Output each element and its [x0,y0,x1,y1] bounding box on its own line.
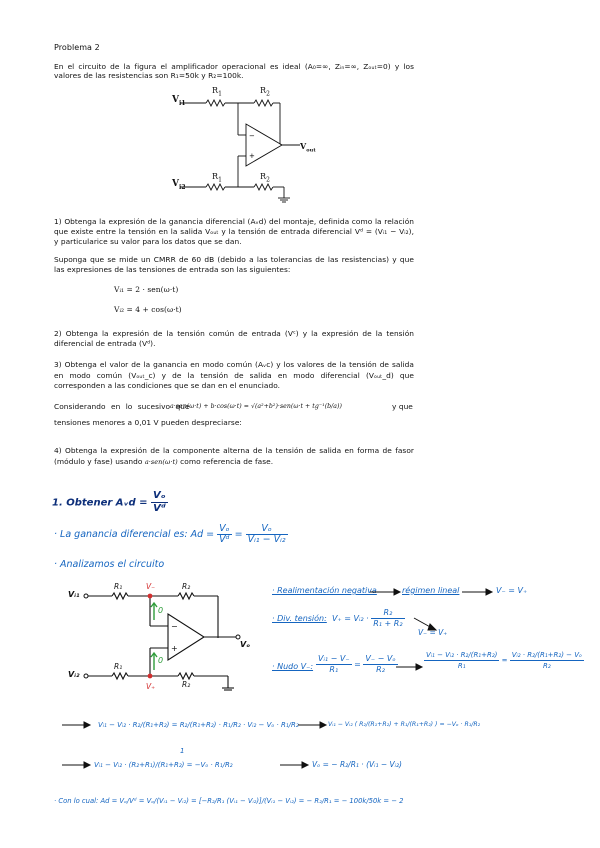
node-substitution: $\frac{\text{Vᵢ₁ − Vᵢ₂ · R₂/(R₁+R₂)}}{\text{R₁}}$ = $\frac{\text{Vᵢ₂ · R₂/(R₁+R₂) − Vₒ}}{\text{R₂}}$ [426,651,582,670]
divider-label: · Div. tensión: [272,614,327,623]
step-1 [62,718,302,738]
hand-circuit-svg [68,574,258,700]
svg-text:+: + [171,644,178,653]
node-big-fraction-1: $\frac{\text{Vᵢ₁ − Vᵢ₂ · R₂/(R₁+R₂)}}{\text{R₁}}$ [426,651,498,670]
q1-line: que existe entre la tensión en la salida Vₒᵤₜ y la tensión de entrada diferencial Vᵈ = (Vᵢ₁ − Vᵢ₂), [54,227,414,236]
q4-prefix: (módulo y fase) usando [54,457,143,466]
intro-line: En el circuito de la figura el amplificador operacional es ideal (A₀=∞, Zᵢₙ=∞, Zₒᵤₜ=0) y los [54,62,414,71]
hc-vplus: V₊ [146,682,156,691]
q4-line: 4) Obtenga la expresión de la componente alterna de la tensión de salida en forma de fasor [54,446,414,455]
node-fraction-2: $\frac{\text{V₋ − Vₒ}}{\text{R₂}}$ [365,654,396,674]
hc-vminus: V₋ [146,582,156,591]
label-r2-bottom: $R_2$ [260,172,270,184]
node-big-fraction-2: $\frac{\text{Vᵢ₂ · R₂/(R₁+R₂) − Vₒ}}{\text{R₂}}$ [511,651,582,670]
hc-r2-bottom: R₂ [182,680,191,689]
vm-equals-vp-2: V₋ = V₊ [418,628,448,637]
q4-line [54,457,273,467]
label-vi1: $V_{i1}$ [172,95,186,107]
considering-suffix: y que [392,402,413,411]
cmrr-line: las expresiones de las tensiones de entrada son las siguientes: [54,265,291,274]
hc-vi2: Vᵢ₂ [68,670,80,679]
step3-one: 1 [180,747,185,755]
label-r1-top: $R_1$ [212,86,222,98]
gain-fraction-2: $\frac{\text{Vₒ}}{\text{Vᵢ₁ − Vᵢ₂}}$ [247,523,286,545]
step2-text: Vᵢ₁ − Vᵢ₂ ( R₂/(R₁+R₂) + R₁/(R₁+R₂) ) = −Vₒ · R₁/R₂ [328,721,481,728]
svg-text:−: − [249,132,255,140]
node-fraction-1: $\frac{\text{Vᵢ₁ − V₋}}{\text{R₁}}$ [318,654,350,674]
cmrr-line: Suponga que se mide un CMRR de 60 dB (debido a las tolerancias de las resistencias) y que [54,255,414,264]
vm-equals-vp: V₋ = V₊ [496,586,528,595]
q1-line: 1) Obtenga la expresión de la ganancia diferencial (Aᵥd) del montaje, definida como la relación [54,217,414,226]
label-vi2: $V_{i2}$ [172,179,186,191]
q1-line: y particularice su valor para los datos que se dan. [54,237,242,246]
step3-text: Vᵢ₁ − Vᵢ₂ · (R₂+R₁)/(R₁+R₂) = −Vₒ · R₁/R₂ [94,761,233,769]
node-label: · Nudo V₋: [272,662,314,671]
intro-line: valores de las resistencias son R₁=50k y R₂=100k. [54,71,244,80]
divider-fraction: $\frac{\text{R₂}}{\text{R₁ + R₂}}$ [373,608,403,628]
q3-line: 3) Obtenga el valor de la ganancia en modo común (Aᵥc) y los valores de la tensión de salida [54,360,414,369]
linear-text: régimen lineal [402,586,460,595]
equation-vi2: Vᵢ₂ = 4 + cos(ω·t) [114,305,182,314]
analyze-heading: · Analizamos el circuito [54,559,165,570]
gain-label: · La ganancia diferencial es: Ad = [54,529,215,540]
hc-vi1: Vᵢ₁ [68,590,80,599]
divider-equation [332,608,405,629]
svg-text:−: − [171,622,178,631]
step1-arrow [62,720,92,732]
q3-line: corresponden a las condiciones que se dan en el enunciado. [54,381,281,390]
feedback-text: · Realimentación negativa [272,586,377,595]
hc-zero-top: 0 [158,606,164,615]
feedback-line [272,586,592,600]
node-arrow [396,662,426,676]
equation-vi1: Vᵢ₁ = 2 · sen(ω·t) [114,285,179,294]
considering-line2: tensiones menores a 0,01 V pueden despreciarse: [54,418,242,427]
hand-circuit [68,574,258,700]
gain-fraction-1: $\frac{\text{Vₒ}}{\text{Vᵈ}}$ [219,523,230,545]
gain-definition [54,524,288,545]
step1-text: Vᵢ₁ − Vᵢ₂ · R₂/(R₁+R₂) = R₂/(R₁+R₂) · R₁/R₂ · Vᵢ₂ − Vₒ · R₁/R₂ [98,721,299,729]
notes-heading [52,490,168,515]
hc-r2-top: R₂ [182,582,191,591]
step3-arrow [62,760,92,772]
hc-r1-top: R₁ [114,582,123,591]
final-result: · Con lo cual: Ad = Vₒ/Vᵈ = Vₒ/(Vᵢ₁ − Vᵢ₂) = [−R₂/R₁ (Vᵢ₁ − Vᵢ₂)]/(Vᵢ₁ − Vᵢ₂) = − R₂/R₁ = − 100k/50k = − 2 [54,797,404,805]
considering-formula: a·sen(ω·t) + b·cos(ω·t) = √(a²+b²)·sen(ω·t + tg⁻¹(b/a)) [170,403,342,410]
step-3 [62,747,302,778]
node-equation: $\frac{\text{Vᵢ₁ − V₋}}{\text{R₁}}$ = $\frac{\text{V₋ − Vₒ}}{\text{R₂}}$ [318,654,396,674]
step-4 [280,758,460,778]
q4-suffix: como referencia de fase. [180,457,274,466]
step-2 [298,718,598,738]
svg-text:+: + [249,152,255,160]
divider-lhs: V₊ = Vᵢ₂ · [332,614,369,623]
q2-line: 2) Obtenga la expresión de la tensión común de entrada (Vᶜ) y la expresión de la tensión [54,329,414,338]
heading-fraction: $\frac{\text{Vₒ}}{\text{Vᵈ}}$ [153,490,166,514]
label-vout: $V_{out}$ [300,141,316,154]
divider-line [272,608,482,638]
step4-arrow [280,760,310,772]
heading-text: 1. Obtener Aᵥd = [52,497,148,509]
label-r1-bottom: $R_1$ [212,172,222,184]
q3-line: en modo común (Vₒᵤₜ_c) y de la tensión de salida en modo diferencial (Vₒᵤₜ_d) que [54,371,414,380]
step2-arrow [298,720,328,732]
printed-circuit-figure [172,86,316,210]
step4-text: Vₒ = − R₂/R₁ · (Vᵢ₁ − Vᵢ₂) [312,760,402,769]
q4-formula: a·sen(ω·t) [144,458,178,466]
label-r2-top: $R_2$ [260,86,270,98]
q2-line: diferencial de entrada (Vᵈ). [54,339,156,348]
circuit-svg [172,86,316,210]
node-line [272,650,594,698]
problem-title: Problema 2 [54,43,100,52]
hc-zero-bottom: 0 [158,656,164,665]
considering-prefix: Considerando en lo sucesivo que [54,402,190,411]
hc-vo: Vₒ [240,640,251,649]
equals-sign: = [234,529,243,540]
hc-r1-bottom: R₁ [114,662,123,671]
